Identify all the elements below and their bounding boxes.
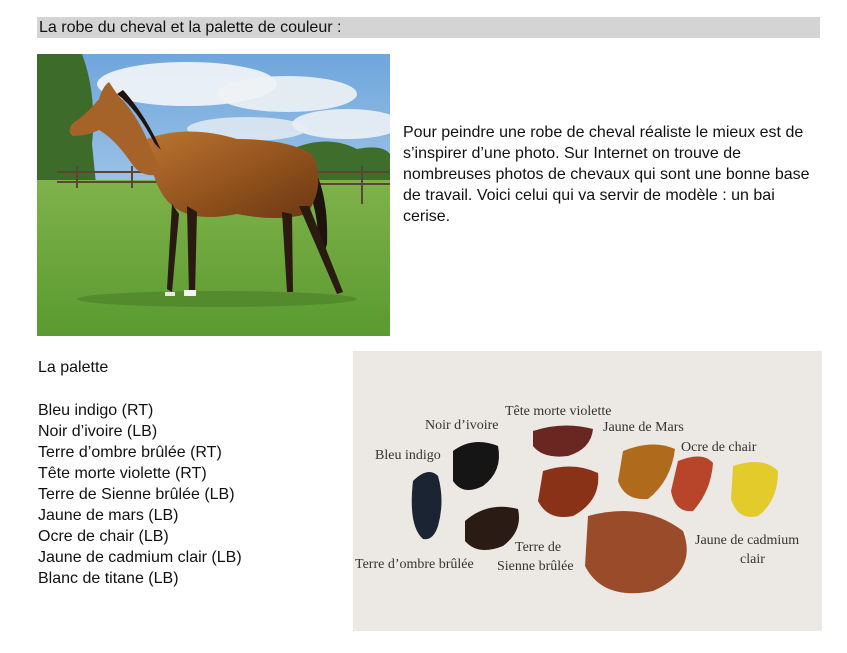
list-item: Noir d’ivoire (LB) bbox=[38, 423, 158, 440]
list-item: Bleu indigo (RT) bbox=[38, 402, 154, 419]
section-title: La robe du cheval et la palette de couleur : bbox=[37, 17, 820, 38]
list-item: Jaune de mars (LB) bbox=[38, 507, 179, 524]
list-item: Ocre de chair (LB) bbox=[38, 528, 169, 545]
intro-paragraph: Pour peindre une robe de cheval réaliste le mieux est de s’inspirer d’une photo. Sur Internet on trouve de nombreuses photos de chevaux qui sont une bonne base de travail. Voici celui qui va servir de modèle : un bai cerise. bbox=[403, 124, 810, 225]
label-jaune-cadmium: Jaune de cadmium bbox=[695, 533, 800, 548]
label-noir-ivoire: Noir d’ivoire bbox=[425, 418, 499, 433]
palette-list bbox=[38, 400, 242, 589]
list-item: Jaune de cadmium clair (LB) bbox=[38, 549, 242, 566]
list-item: Terre de Sienne brûlée (LB) bbox=[38, 486, 235, 503]
label-tete-morte: Tête morte violette bbox=[505, 404, 612, 419]
horse-photo bbox=[37, 54, 390, 336]
palette-heading: La palette bbox=[38, 359, 109, 376]
label-terre-ombre: Terre d’ombre brûlée bbox=[355, 557, 474, 572]
label-bleu-indigo: Bleu indigo bbox=[375, 448, 441, 463]
label-terre-sienne-2: Sienne brûlée bbox=[497, 559, 574, 574]
list-item: Terre d’ombre brûlée (RT) bbox=[38, 444, 222, 461]
list-item: Blanc de titane (LB) bbox=[38, 570, 179, 587]
palette-photo bbox=[353, 351, 822, 631]
label-jaune-mars: Jaune de Mars bbox=[603, 420, 684, 435]
list-item: Tête morte violette (RT) bbox=[38, 465, 207, 482]
label-terre-sienne: Terre de bbox=[515, 540, 562, 555]
label-ocre-chair: Ocre de chair bbox=[681, 440, 757, 455]
label-jaune-cadmium-clair: clair bbox=[740, 552, 765, 567]
